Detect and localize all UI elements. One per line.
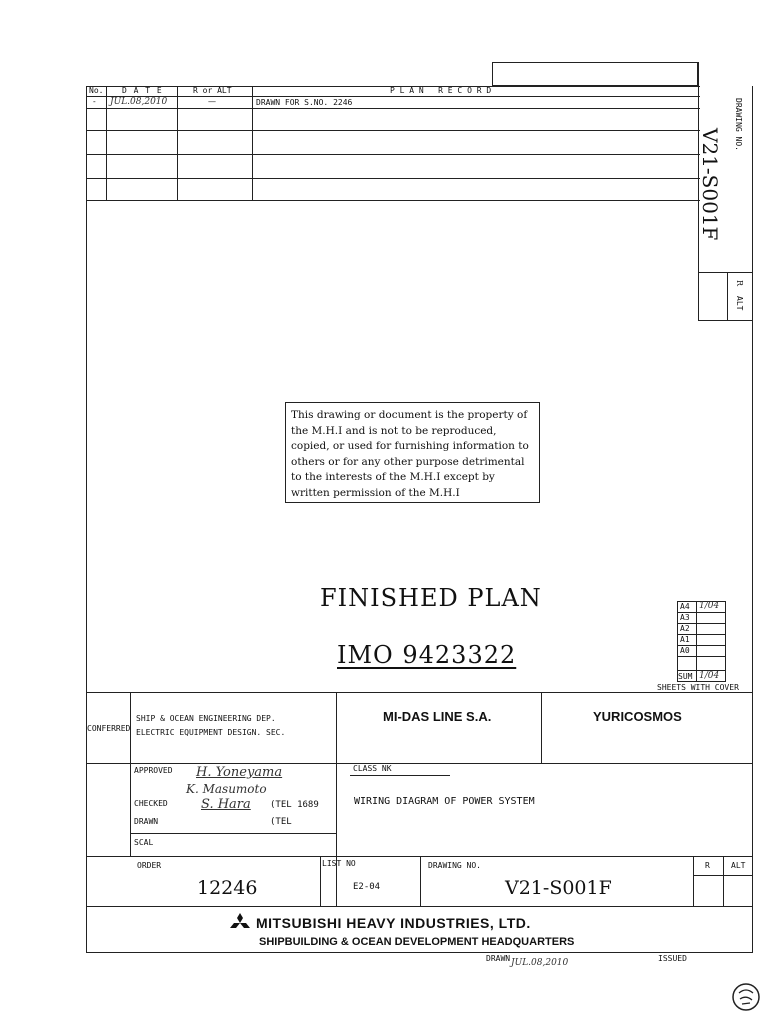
sheet-a1-label: A1 xyxy=(680,635,690,644)
checked-tel: (TEL 1689 xyxy=(270,800,319,810)
frame-right xyxy=(752,86,753,952)
property-notice-text: This drawing or document is the property of the M.H.I and is not to be reproduced, copied, or used for furnishing information to others or for any other purpose detrimental to the interests of the M.H.I except by written permission of the M.H.I xyxy=(291,409,529,499)
list-no-label: LIST NO xyxy=(322,859,356,868)
side-drawing-no: V21-S001F xyxy=(698,128,722,241)
company-name: MITSUBISHI HEAVY INDUSTRIES, LTD. xyxy=(256,915,531,931)
approved-signature-2: K. Masumoto xyxy=(186,782,267,796)
drawn-tel: (TEL xyxy=(270,817,292,827)
plan-record-tab xyxy=(492,62,698,86)
checked-label: CHECKED xyxy=(134,799,168,808)
conferred-label: CONFERRED xyxy=(87,724,131,733)
drawing-alt-label: ALT xyxy=(731,861,746,870)
sheet-a3-label: A3 xyxy=(680,613,690,622)
footer-issued-label: ISSUED xyxy=(658,954,687,963)
drawing-title: WIRING DIAGRAM OF POWER SYSTEM xyxy=(354,796,535,807)
sheet-sum-label: SUM xyxy=(678,672,693,681)
row1-r-alt: — xyxy=(208,97,216,106)
approved-signature-1: H. Yoneyama xyxy=(196,765,283,780)
owner-name: MI-DAS LINE S.A. xyxy=(383,709,492,724)
scale-label: SCAL xyxy=(134,838,154,847)
property-notice xyxy=(285,402,540,503)
sheet-sum-value: 1/04 xyxy=(699,671,720,681)
class-label: CLASS NK xyxy=(353,764,392,773)
department-line-2: ELECTRIC EQUIPMENT DESIGN. SEC. xyxy=(136,728,286,737)
frame-bottom xyxy=(86,952,753,953)
department-line-1: SHIP & OCEAN ENGINEERING DEP. xyxy=(136,714,276,723)
sheet-a0-label: A0 xyxy=(680,646,690,655)
side-alt-label: ALT xyxy=(735,296,744,311)
footer-drawn-label: DRAWN xyxy=(486,954,511,963)
imo-number: IMO 9423322 xyxy=(337,641,517,669)
drawing-number: V21-S001F xyxy=(505,877,612,899)
drawing-no-label: DRAWING NO. xyxy=(428,861,481,870)
mitsubishi-logo-icon xyxy=(227,913,253,933)
ship-name: YURICOSMOS xyxy=(593,709,682,724)
sheet-a2-label: A2 xyxy=(680,624,690,633)
row1-description: DRAWN FOR S.NO. 2246 xyxy=(256,98,353,107)
approved-label: APPROVED xyxy=(134,766,173,775)
footer-drawn-date: JUL.08,2010 xyxy=(511,958,569,968)
drawing-r-label: R xyxy=(705,861,710,870)
frame-left xyxy=(86,86,87,952)
col-r-alt-header: R or ALT xyxy=(193,86,232,95)
side-drawing-no-label: DRAWING NO. xyxy=(734,98,743,151)
col-date-header: D A T E xyxy=(122,86,163,95)
sheet-a4-value: 1/04 xyxy=(699,601,720,611)
company-division: SHIPBUILDING & OCEAN DEVELOPMENT HEADQUARTERS xyxy=(259,936,575,948)
order-label: ORDER xyxy=(137,861,162,870)
row1-no: - xyxy=(93,97,96,106)
side-r-label: R xyxy=(735,280,744,287)
col-plan-record-header: P L A N R E C O R D xyxy=(390,86,492,95)
stamp-icon xyxy=(731,982,761,1012)
sheets-caption: SHEETS WITH COVER xyxy=(657,683,739,692)
finished-plan-heading: FINISHED PLAN xyxy=(320,584,542,612)
drawn-label: DRAWN xyxy=(134,817,159,826)
order-number: 12246 xyxy=(197,877,258,899)
row1-date: JUL.08,2010 xyxy=(110,97,168,107)
checked-signature: S. Hara xyxy=(201,797,251,812)
col-no-header: No. xyxy=(89,86,104,95)
list-no: E2-04 xyxy=(353,882,381,892)
sheet-a4-label: A4 xyxy=(680,602,690,611)
